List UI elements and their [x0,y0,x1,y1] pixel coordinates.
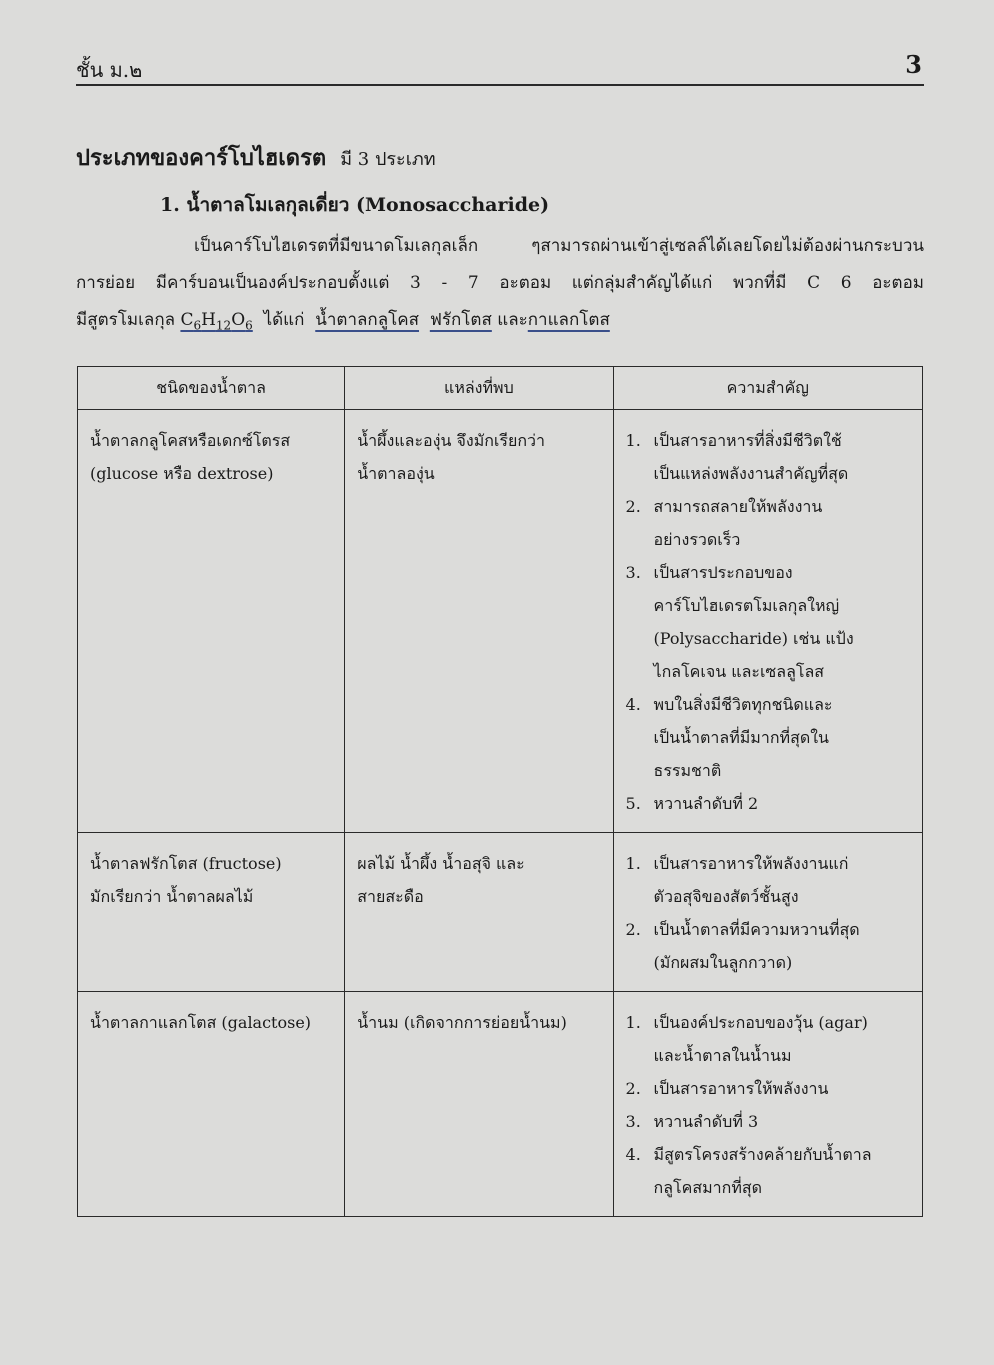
cell-type: น้ำตาลกลูโคสหรือเดกซ์โตรส (glucose หรือ dextrose) [78,410,345,833]
list-item: 2. เป็นสารอาหารให้พลังงาน [625,1079,829,1098]
sugar-table [77,366,923,1217]
sugar-fructose: ฟรักโตส [429,310,492,330]
sugar-glucose: น้ำตาลกลูโคส [315,310,420,330]
importance-list [626,1006,910,1204]
cell-source: น้ำผึ้งและองุ่น จึงมักเรียกว่า น้ำตาลองุ่น [345,410,613,833]
list-item: 2. สามารถสลายให้พลังงาน อย่างรวดเร็ว [625,497,823,549]
list-item: 3. เป็นสารประกอบของ คาร์โบไฮเดรตโมเลกุลใหญ่ (Polysaccharide) เช่น แป้ง ไกลโคเจน และเซลลูโลส [625,563,854,681]
list-item: 5. หวานลำดับที่ 2 [625,794,759,813]
sugar-galactose: กาแลกโตส [527,310,610,330]
header-sugar-type: ชนิดของน้ำตาล [78,367,345,410]
grade-label: ชั้น ม.๒ [76,58,143,82]
list-item: 4. พบในสิ่งมีชีวิตทุกชนิดและ เป็นน้ำตาลที่มีมากที่สุดใน ธรรมชาติ [625,695,833,780]
table-row-glucose [78,410,923,833]
cell-type: น้ำตาลฟรักโตส (fructose) มักเรียกว่า น้ำตาลผลไม้ [78,833,345,992]
header-source: แหล่งที่พบ [345,367,613,410]
cell-type: น้ำตาลกาแลกโตส (galactose) [78,992,345,1217]
cell-source: ผลไม้ น้ำผึ้ง น้ำอสุจิ และ สายสะดือ [345,833,613,992]
paragraph-line-2: การย่อย มีคาร์บอนเป็นองค์ประกอบตั้งแต่ 3 - 7 อะตอม แต่กลุ่มสำคัญได้แก่ พวกที่มี C 6 อะตอม [76,273,924,293]
cell-source: น้ำนม (เกิดจากการย่อยน้ำนม) [345,992,613,1217]
cell-importance [613,992,922,1217]
table-header-row [78,367,923,410]
table-row-fructose [78,833,923,992]
cell-importance [613,833,922,992]
importance-list [626,424,910,820]
list-item: 2. เป็นน้ำตาลที่มีความหวานที่สุด (มักผสมในลูกกวาด) [625,920,860,972]
table-row-galactose [78,992,923,1217]
cell-importance [613,410,922,833]
formula-mid-text: ได้แก่ [263,310,305,330]
paragraph-line-1: เป็นคาร์โบไฮเดรตที่มีขนาดโมเลกุลเล็ก ๆสามารถผ่านเข้าสู่เซลล์ได้เลยโดยไม่ต้องผ่านกระบวน [194,236,924,256]
molecular-formula: $C_6H_{12}O_6$ [180,310,253,333]
and-word: และ [497,310,528,330]
formula-prefix: มีสูตรโมเลกุล [76,310,176,330]
page-header [76,48,924,86]
list-item: 3. หวานลำดับที่ 3 [625,1112,759,1131]
list-item: 1. เป็นองค์ประกอบของวุ้น (agar) และน้ำตาลในน้ำนม [625,1013,868,1065]
page-number: 3 [905,50,922,79]
section-title-text: ประเภทของคาร์โบไฮเดรต [76,145,327,171]
section-title [76,140,436,175]
header-importance: ความสำคัญ [613,367,922,410]
list-item: 1. เป็นสารอาหารให้พลังงานแก่ ตัวอสุจิของสัตว์ชั้นสูง [625,854,849,906]
intro-paragraph [76,228,924,344]
importance-list [626,847,910,979]
list-item: 4. มีสูตรโครงสร้างคล้ายกับน้ำตาล กลูโคสมากที่สุด [625,1145,872,1197]
paragraph-line-3 [76,302,924,344]
section-subtitle: มี 3 ประเภท [340,149,436,170]
list-item: 1. เป็นสารอาหารที่สิ่งมีชีวิตใช้ เป็นแหล่งพลังงานสำคัญที่สุด [625,431,849,483]
subheading-monosaccharide: 1. น้ำตาลโมเลกุลเดี่ยว (Monosaccharide) [160,194,550,216]
